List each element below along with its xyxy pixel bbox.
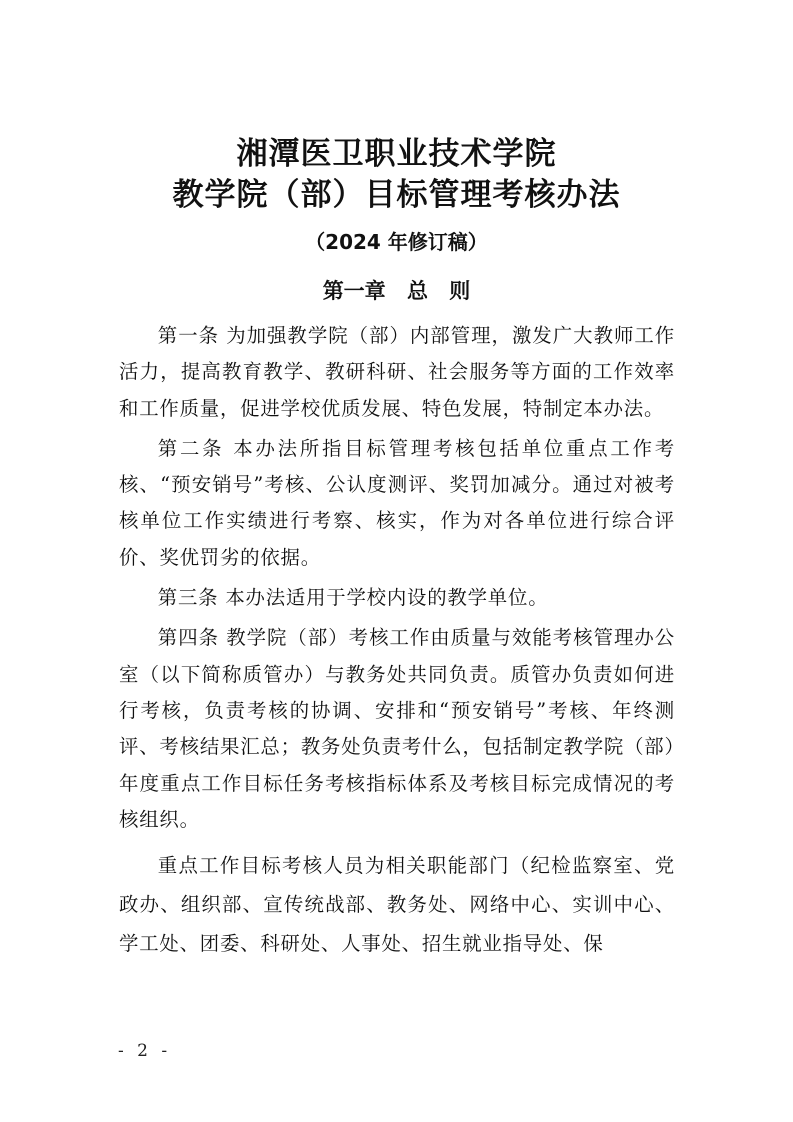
document-subtitle: （2024 年修订稿） — [305, 230, 488, 254]
chapter-heading: 第一章 总 则 — [322, 279, 471, 303]
article-3-paragraph: 第三条 本办法适用于学校内设的教学单位。 — [157, 586, 549, 610]
document-title-line2: 教学院（部）目标管理考核办法 — [172, 177, 621, 213]
article-2-paragraph: 第二条 本办法所指目标管理考核包括单位重点工作考核、“预安销号”考核、公认度测评、奖罚加减分。通过对被考核单位工作实绩进行考察、核实，作为对各单位进行综合评价、奖优罚劣的依据。 — [119, 436, 675, 569]
page-number: - 2 - — [118, 1041, 172, 1061]
article-4-paragraph: 第四条 教学院（部）考核工作由质量与效能考核管理办公室（以下简称质管办）与教务处共同负责。质管办负责如何进行考核，负责考核的协调、安排和“预安销号”考核、年终测评、考核结果汇总；教务处负责考什么，包括制定教学院（部）年度重点工作目标任务考核指标体系及考核目标完成情况的考核组织。 — [119, 626, 675, 831]
document-body — [119, 318, 675, 967]
article-1-paragraph: 第一条 为加强教学院（部）内部管理，激发广大教师工作活力，提高教育教学、教研科研、社会服务等方面的工作效率和工作质量，促进学校优质发展、特色发展，特制定本办法。 — [119, 324, 675, 420]
document-title-line1: 湘潭医卫职业技术学院 — [236, 136, 557, 172]
assessment-staff-paragraph: 重点工作目标考核人员为相关职能部门（纪检监察室、党政办、组织部、宣传统战部、教务处、网络中心、实训中心、学工处、团委、科研处、人事处、招生就业指导处、保 — [119, 854, 675, 956]
